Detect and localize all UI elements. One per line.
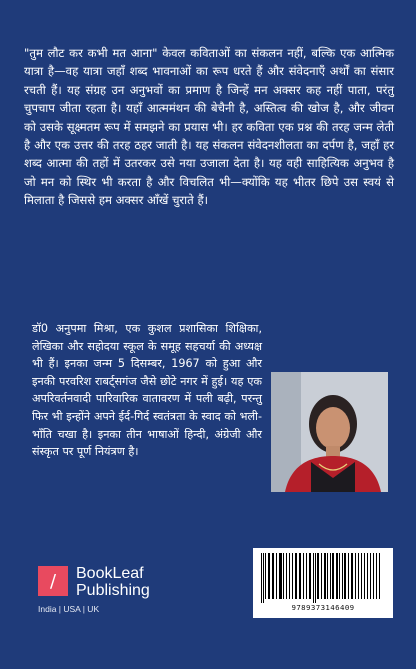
- barcode-bar: [265, 553, 266, 599]
- isbn-barcode: [253, 548, 393, 618]
- barcode-bar: [367, 553, 368, 599]
- barcode-bar: [330, 553, 331, 599]
- barcode-bar: [283, 553, 284, 599]
- barcode-bar: [324, 553, 326, 599]
- barcode-bar: [355, 553, 356, 599]
- barcode-bar: [339, 553, 340, 599]
- barcode-bar: [289, 553, 290, 599]
- barcode-bar: [379, 553, 380, 599]
- publisher-name-line2: Publishing: [76, 582, 150, 599]
- barcode-bar: [299, 553, 301, 599]
- barcode-bar: [376, 553, 377, 599]
- barcode-bar: [309, 553, 311, 599]
- barcode-bar: [292, 553, 293, 599]
- author-bio: डॉ0 अनुपमा मिश्रा, एक कुशल प्रशासिका शिक्षिका, लेखिका और सहोदया स्कूल के समूह सहचर्या की अध्यक्ष भी हैं। इनका जन्म 5 दिसम्बर, 1967 को हुआ और इनकी परवरिश राबर्ट्सगंज जैसे छोटे नगर में हुई। यह एक अपरिवर्तनवादी पारिवारिक वातावरण में पली बढ़ी, परन्तु फिर भी इन्होंने अपने ईर्द-गिर्द स्वतंत्रता के स्वाद को भली-भाँति चखा है। इनका तीन भाषाओं हिन्दी, अंग्रेजी और संस्कृत पर पूर्ण नियंत्रण है।: [32, 322, 262, 459]
- publisher-regions: India | USA | UK: [38, 604, 100, 614]
- barcode-bar: [306, 553, 307, 599]
- barcode-bar: [268, 553, 270, 599]
- barcode-bar: [321, 553, 322, 599]
- barcode-bar: [370, 553, 371, 599]
- barcode-bar: [327, 553, 328, 599]
- barcode-bar: [263, 553, 264, 603]
- back-cover-blurb: "तुम लौट कर कभी मत आना" केवल कविताओं का संकलन नहीं, बल्कि एक आत्मिक यात्रा है—वह यात्रा जहाँ शब्द भावनाओं का रूप धरते हैं और संवेदनाएँ अर्थों का संसार रचती हैं। यह संग्रह उन अनुभवों का प्रमाण है जिन्हें मन अक्सर कह नहीं पाता, परंतु चुपचाप जीता रहता है। यहाँ आत्ममंथन की बेचैनी है, अस्तित्व की खोज है, और जीवन को उसके सूक्ष्मतम रूप में समझने का प्रयास भी। हर कविता एक प्रश्न की तरह जन्म लेती है और एक उत्तर की तरह ठहर जाती है। यह संकलन संवेदनशीलता का दर्पण है, जहाँ हर शब्द आत्मा की तहों में उतरकर उसे नया उजाला देता है। यह वही साहित्यिक अनुभव है जो मन को स्थिर भी करता है और विचलित भी—क्योंकि यह भीतर छिपे उस स्वयं से मिलाता है जिससे हम अक्सर आँखें चुराते हैं।: [24, 46, 394, 208]
- barcode-bar: [295, 553, 297, 599]
- barcode-bar: [351, 553, 353, 599]
- publisher-name-line1: BookLeaf: [76, 565, 144, 582]
- barcode-bar: [276, 553, 277, 599]
- publisher-logo-mark: /: [38, 566, 68, 596]
- barcode-bar: [361, 553, 362, 599]
- barcode-bars: [259, 553, 387, 603]
- barcode-bar: [358, 553, 359, 599]
- barcode-bar: [315, 553, 316, 603]
- barcode-bar: [364, 553, 365, 599]
- author-photo: [271, 372, 388, 492]
- barcode-bar: [342, 553, 343, 599]
- barcode-bar: [332, 553, 334, 599]
- barcode-bar: [344, 553, 346, 599]
- barcode-bar: [317, 553, 319, 599]
- barcode-bar: [373, 553, 374, 599]
- barcode-bar: [348, 553, 349, 599]
- isbn-number: 9789373146409: [291, 603, 355, 612]
- publisher-logo: [38, 565, 150, 599]
- barcode-bar: [303, 553, 304, 599]
- barcode-bar: [336, 553, 338, 599]
- barcode-bar: [313, 553, 314, 603]
- barcode-bar: [286, 553, 287, 599]
- barcode-bar: [261, 553, 262, 603]
- barcode-bar: [272, 553, 274, 599]
- barcode-bar: [279, 553, 282, 599]
